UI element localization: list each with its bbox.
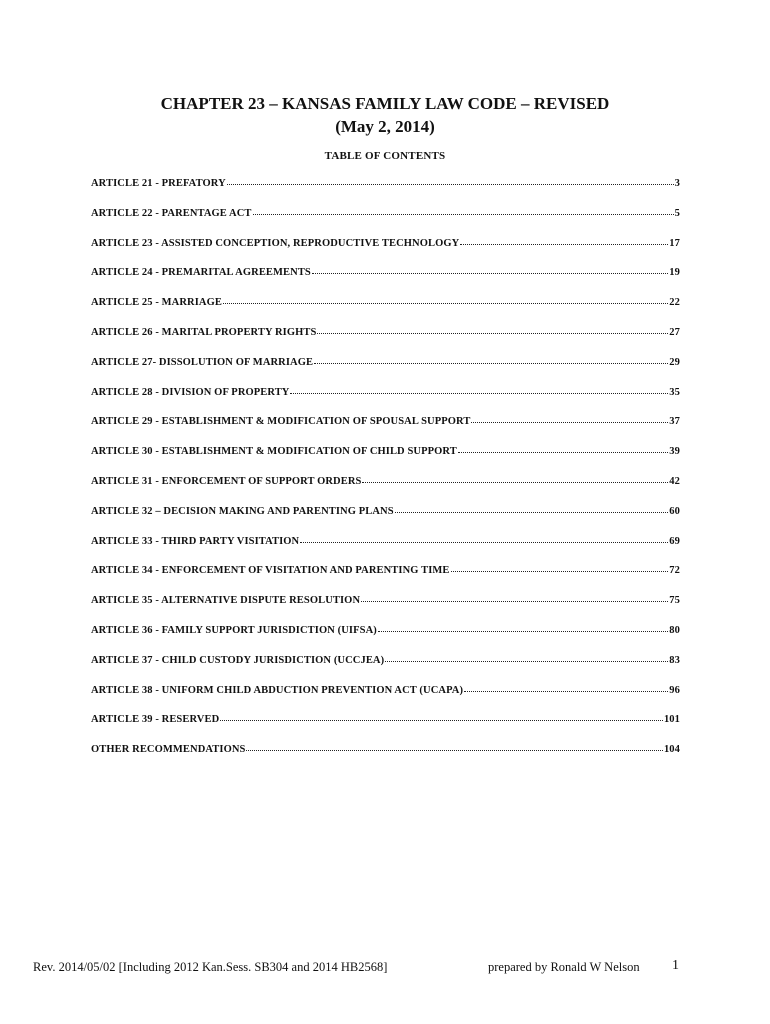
toc-entry[interactable]	[91, 325, 680, 355]
toc-entry-title: ARTICLE 28 - DIVISION OF PROPERTY	[91, 386, 290, 398]
toc-entry[interactable]	[91, 176, 680, 206]
toc-dot-leader	[460, 236, 668, 246]
toc-entry-title: ARTICLE 33 - THIRD PARTY VISITATION	[91, 535, 300, 547]
toc-entry-page: 69	[669, 535, 680, 547]
chapter-date: (May 2, 2014)	[335, 117, 435, 136]
toc-dot-leader	[385, 653, 668, 663]
toc-entry-title: ARTICLE 24 - PREMARITAL AGREEMENTS	[91, 267, 311, 279]
toc-entry-title: ARTICLE 26 - MARITAL PROPERTY RIGHTS	[91, 326, 317, 338]
toc-entry[interactable]	[91, 444, 680, 474]
toc-dot-leader	[312, 265, 668, 275]
toc-dot-leader	[317, 325, 668, 335]
toc-entry-title: ARTICLE 35 - ALTERNATIVE DISPUTE RESOLUTION	[91, 595, 361, 607]
toc-entry-page: 60	[669, 505, 680, 517]
toc-entry-page: 35	[669, 386, 680, 398]
toc-entry-page: 104	[663, 744, 680, 756]
toc-dot-leader	[451, 563, 669, 573]
toc-dot-leader	[227, 176, 674, 186]
toc-entry-title: ARTICLE 38 - UNIFORM CHILD ABDUCTION PREVENTION ACT (UCAPA)	[91, 684, 464, 696]
toc-entry-page: 72	[669, 565, 680, 577]
toc-entry-title: ARTICLE 27- DISSOLUTION OF MARRIAGE	[91, 356, 314, 368]
toc-dot-leader	[471, 414, 668, 424]
toc-heading: TABLE OF CONTENTS	[324, 150, 446, 162]
toc-entry-page: 29	[669, 356, 680, 368]
toc-entry-title: ARTICLE 23 - ASSISTED CONCEPTION, REPRODUCTIVE TECHNOLOGY	[91, 237, 460, 249]
toc-entry-title: ARTICLE 37 - CHILD CUSTODY JURISDICTION (UCCJEA)	[91, 654, 385, 666]
toc-entry-title: ARTICLE 22 - PARENTAGE ACT	[91, 207, 252, 219]
toc-entry-page: 80	[669, 624, 680, 636]
toc-entry[interactable]	[91, 355, 680, 385]
toc-entry[interactable]	[91, 474, 680, 504]
toc-entry-title: ARTICLE 39 - RESERVED	[91, 714, 220, 726]
toc-entry-title: OTHER RECOMMENDATIONS	[91, 744, 246, 756]
toc-entry-page: 39	[669, 446, 680, 458]
toc-entry-page: 42	[669, 475, 680, 487]
toc-entry-title: ARTICLE 29 - ESTABLISHMENT & MODIFICATION OF SPOUSAL SUPPORT	[91, 416, 471, 428]
toc-dot-leader	[362, 474, 668, 484]
toc-entry[interactable]	[91, 236, 680, 266]
toc-entry[interactable]	[91, 295, 680, 325]
toc-entry[interactable]	[91, 683, 680, 713]
toc-entry-page: 5	[674, 207, 680, 219]
footer-prepared-by: prepared by Ronald W Nelson	[488, 960, 640, 974]
toc-dot-leader	[458, 444, 668, 454]
toc-entry-page: 37	[669, 416, 680, 428]
toc-entry-page: 83	[669, 654, 680, 666]
table-of-contents	[91, 176, 680, 772]
footer-revision: Rev. 2014/05/02 [Including 2012 Kan.Sess. SB304 and 2014 HB2568]	[33, 960, 388, 974]
toc-entry[interactable]	[91, 563, 680, 593]
toc-dot-leader	[246, 742, 662, 752]
toc-entry-title: ARTICLE 34 - ENFORCEMENT OF VISITATION AND PARENTING TIME	[91, 565, 450, 577]
toc-entry[interactable]	[91, 742, 680, 772]
toc-entry-title: ARTICLE 25 - MARRIAGE	[91, 297, 222, 309]
toc-entry[interactable]	[91, 623, 680, 653]
toc-dot-leader	[300, 534, 668, 544]
toc-dot-leader	[223, 295, 668, 305]
toc-entry-title: ARTICLE 30 - ESTABLISHMENT & MODIFICATION OF CHILD SUPPORT	[91, 446, 457, 458]
toc-dot-leader	[464, 683, 668, 693]
toc-entry[interactable]	[91, 504, 680, 534]
toc-entry-page: 75	[669, 595, 680, 607]
toc-dot-leader	[220, 712, 663, 722]
toc-entry-page: 96	[669, 684, 680, 696]
toc-entry[interactable]	[91, 712, 680, 742]
footer-page-number: 1	[672, 958, 679, 973]
toc-entry[interactable]	[91, 534, 680, 564]
toc-entry[interactable]	[91, 206, 680, 236]
toc-entry[interactable]	[91, 593, 680, 623]
toc-entry[interactable]	[91, 265, 680, 295]
toc-entry-page: 19	[669, 267, 680, 279]
toc-entry-title: ARTICLE 36 - FAMILY SUPPORT JURISDICTION (UIFSA)	[91, 624, 377, 636]
toc-dot-leader	[395, 504, 669, 514]
chapter-title: CHAPTER 23 – KANSAS FAMILY LAW CODE – REVISED	[160, 94, 610, 113]
toc-dot-leader	[314, 355, 668, 365]
toc-entry[interactable]	[91, 385, 680, 415]
toc-entry-title: ARTICLE 21 - PREFATORY	[91, 178, 226, 189]
toc-entry-page: 3	[674, 178, 680, 189]
toc-entry-page: 101	[663, 714, 680, 726]
toc-entry-page: 22	[669, 297, 680, 309]
toc-dot-leader	[253, 206, 674, 216]
toc-entry-title: ARTICLE 32 – DECISION MAKING AND PARENTING PLANS	[91, 505, 394, 517]
toc-dot-leader	[361, 593, 668, 603]
toc-entry[interactable]	[91, 653, 680, 683]
toc-dot-leader	[378, 623, 668, 633]
toc-dot-leader	[290, 385, 668, 395]
toc-entry-page: 27	[669, 326, 680, 338]
toc-entry-page: 17	[669, 237, 680, 249]
toc-entry-title: ARTICLE 31 - ENFORCEMENT OF SUPPORT ORDERS	[91, 475, 362, 487]
toc-entry[interactable]	[91, 414, 680, 444]
